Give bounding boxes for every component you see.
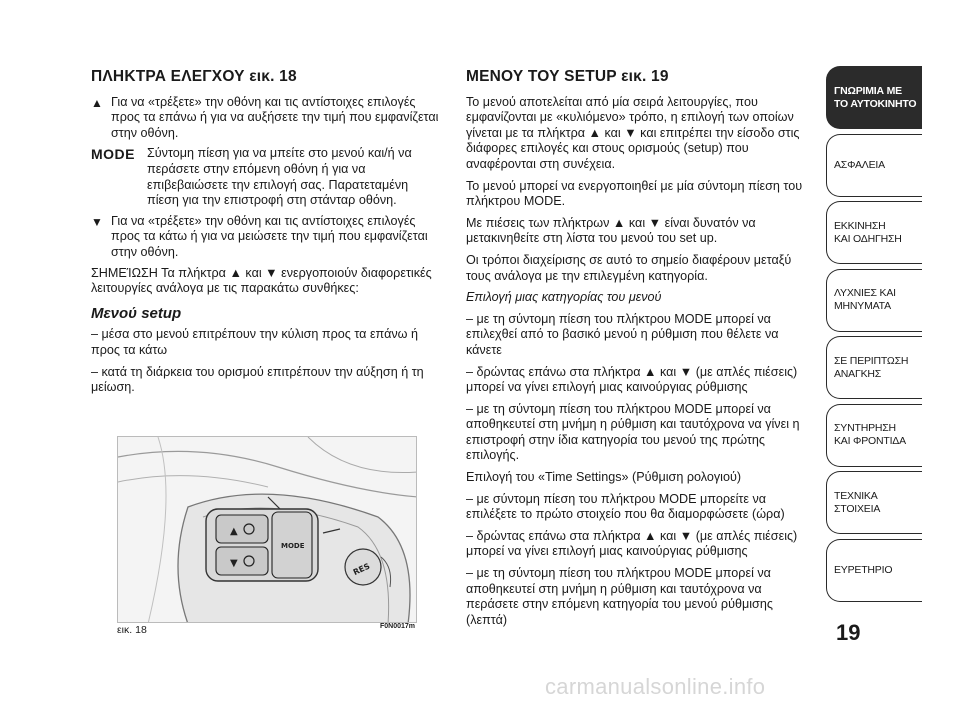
tab-getting-to-know[interactable]	[826, 66, 922, 129]
tab-label: ΛΥΧΝΙΕΣ ΚΑΙ	[834, 287, 896, 299]
mode-button-label: MODE	[281, 542, 305, 550]
svg-text:▼: ▼	[230, 558, 238, 569]
tab-label: ΤΟ ΑΥΤΟΚΙΝΗΤΟ	[834, 97, 917, 110]
tab-label: ΤΕΧΝΙΚΑ	[834, 489, 878, 502]
tab-label: ΚΑΙ ΦΡΟΝΤΙΔΑ	[834, 435, 906, 447]
tab-label: ΑΣΦΑΛΕΙΑ	[834, 158, 885, 171]
bullet-text: – κατά τη διάρκεια του ορισμού επιτρέπουν την αύξηση ή τη μείωση.	[91, 364, 424, 395]
tab-starting-driving[interactable]	[826, 201, 922, 264]
paragraph: – δρώντας επάνω στα πλήκτρα ▲ και ▼ (με απλές πιέσεις) μπορεί να γίνει επιλογή μιας καινούργιας ρύθμισης	[466, 528, 798, 559]
paragraph: – με τη σύντομη πίεση του πλήκτρου MODE μπορεί να αποθηκευτεί στη μνήμη η ρύθμιση και ταυτόχρονα να γίνει η επιστροφή στην ίδια κατηγορία του μενού της πρώτης επιλογής.	[466, 401, 800, 463]
paragraph: Με πιέσεις των πλήκτρων ▲ και ▼ είναι δυνατόν να μετακινηθείτε στη λίστα του μενού του set up.	[466, 215, 756, 246]
paragraph: Επιλογή του «Time Settings» (Ρύθμιση ρολογιού)	[466, 470, 742, 485]
watermark: carmanualsonline.info	[545, 674, 766, 699]
section-title-setup-menu: ΜΕΝΟΥ ΤΟΥ SETUP εικ. 19	[466, 68, 669, 85]
mode-key-label: MODE	[91, 146, 135, 163]
paragraph: – με σύντομη πίεση του πλήκτρου MODE μπορείτε να επιλέξετε το πρώτο στοιχείο που θα διαμορφώσετε (ώρα)	[466, 491, 785, 522]
subheading-setup-menu: Μενού setup	[91, 304, 182, 322]
tab-technical-data[interactable]	[826, 471, 922, 534]
chapter-tabs	[826, 66, 922, 606]
paragraph: Το μενού μπορεί να ενεργοποιηθεί με μία σύντομη πίεση του πλήκτρου MODE.	[466, 178, 803, 209]
figure-label: εικ. 18	[117, 624, 147, 636]
tab-emergency[interactable]	[826, 336, 922, 399]
paragraph: Οι τρόποι διαχείρισης σε αυτό το σημείο διαφέρουν μεταξύ τους ανάλογα με την επιλεγμένη κατηγορία.	[466, 252, 792, 283]
bullet-text: – μέσα στο μενού επιτρέπουν την κύλιση προς τα επάνω ή προς τα κάτω	[91, 327, 418, 357]
figure-code: F0N0017m	[379, 623, 415, 630]
note-text: ΣΗΜΕΊΩΣΗ Τα πλήκτρα ▲ και ▼ ενεργοποιούν διαφορετικές λειτουργίες ανάλογα με τις παρακάτω συνθήκες:	[91, 265, 432, 296]
list-item-up	[91, 95, 441, 142]
italic-heading: Επιλογή μιας κατηγορίας του μενού	[466, 290, 662, 305]
item-text: Για να «τρέξετε» την οθόνη και τις αντίστοιχες επιλογές προς τα επάνω ή για να αυξήσετε την τιμή που εμφανίζεται στην οθόνη.	[111, 94, 439, 140]
tab-label: ΣΥΝΤΗΡΗΣΗ	[834, 422, 896, 434]
section-title-control-buttons: ΠΛΗΚΤΡΑ ΕΛΕΓΧΟΥ εικ. 18	[91, 68, 297, 85]
svg-text:▲: ▲	[230, 526, 238, 537]
tab-label: ΜΗΝΥΜΑΤΑ	[834, 300, 891, 312]
tab-label: ΣΤΟΙΧΕΙΑ	[834, 502, 881, 515]
list-item-mode	[91, 146, 441, 208]
paragraph: Το μενού αποτελείται από μία σειρά λειτουργίες, που εμφανίζονται με «κυλιόμενο» τρόπο, η επιλογή των οποίων γίνεται με τα πλήκτρα ▲ και ▼ και επιτρέπει την είσοδο στις διάφορες επιλογές και στους ορισμούς (setup) που αναφέρονται στη συνέχεια.	[466, 94, 800, 171]
list-item-down	[91, 214, 441, 261]
tab-label: ΚΑΙ ΟΔΗΓΗΣΗ	[834, 232, 902, 245]
paragraph: – δρώντας επάνω στα πλήκτρα ▲ και ▼ (με απλές πιέσεις) μπορεί να γίνει επιλογή μιας καινούργιας ρύθμισης	[466, 364, 798, 395]
up-arrow-icon: ▲	[91, 95, 103, 110]
tab-label: ΕΥΡΕΤΗΡΙΟ	[834, 563, 893, 576]
tab-lights-messages[interactable]	[826, 269, 922, 332]
tab-safety[interactable]	[826, 134, 922, 197]
page-number: 19	[836, 620, 861, 645]
figure-steering-buttons	[117, 436, 417, 623]
tab-label: ΓΝΩΡΙΜΙΑ ΜΕ	[834, 84, 902, 97]
left-column	[91, 69, 441, 402]
tab-label: ΑΝΑΓΚΗΣ	[834, 367, 882, 380]
steering-wheel-illustration	[118, 437, 417, 623]
paragraph: – με τη σύντομη πίεση του πλήκτρου MODE μπορεί να επιλεχθεί από το βασικό μενού η ρύθμιση που θέλετε να κάνετε	[466, 311, 779, 357]
tab-maintenance[interactable]	[826, 404, 922, 467]
tab-label: ΣΕ ΠΕΡΙΠΤΩΣΗ	[834, 354, 909, 367]
res-button-label: RES	[351, 561, 372, 578]
paragraph: – με τη σύντομη πίεση του πλήκτρου MODE μπορεί να αποθηκευτεί στη μνήμη η ρύθμιση και ταυτόχρονα να περάσετε στην επόμενη κατηγορία του μενού ρύθμισης (λεπτά)	[466, 566, 773, 627]
tab-label: ΕΚΚΙΝΗΣΗ	[834, 219, 886, 232]
down-arrow-icon: ▼	[91, 214, 103, 229]
tab-index[interactable]	[826, 539, 922, 602]
right-column	[466, 69, 806, 634]
item-text: Για να «τρέξετε» την οθόνη και τις αντίστοιχες επιλογές προς τα κάτω ή για να μειώσετε την τιμή που εμφανίζεται στην οθόνη.	[111, 213, 428, 259]
item-text: Σύντομη πίεση για να μπείτε στο μενού και/ή να περάσετε στην επόμενη οθόνη ή για να επιβεβαιώσετε την επιλογή σας. Παρατεταμένη πίεση για την επιστροφή στη στάνταρ οθόνη.	[147, 146, 412, 208]
